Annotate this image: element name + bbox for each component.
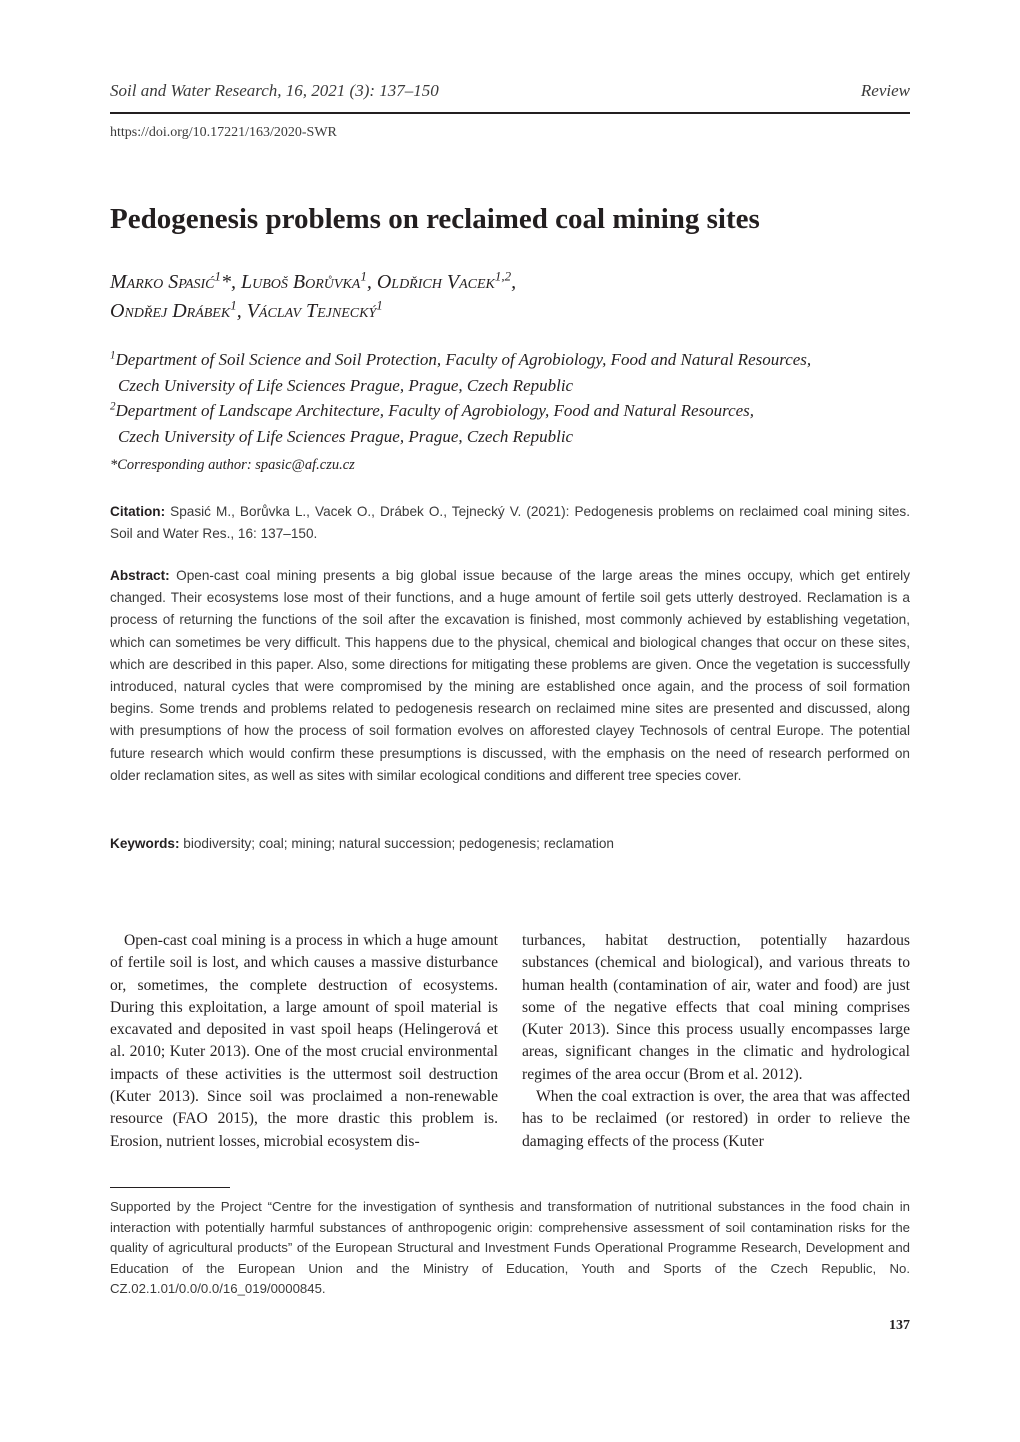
keywords-block (110, 833, 910, 855)
author-list (110, 268, 910, 326)
citation-text: Spasić M., Borůvka L., Vacek O., Drábek O., Tejnecký V. (2021): Pedogenesis problems on reclaimed coal mining sites. Soil and Water Res., 16: 137–150. (110, 504, 910, 541)
article-type-label: Review (860, 81, 910, 100)
author-name: Václav Tejnecký (246, 300, 377, 322)
affiliation-2 (110, 398, 910, 424)
author-line-1: Marko Spasić$^1$*, Luboš Borůvka$^1$, Oldřich Vacek$^{1,2}$, (110, 268, 517, 293)
footnote-divider (110, 1187, 230, 1188)
page-number: 137 (889, 1318, 910, 1333)
affiliation-2-line2: Czech University of Life Sciences Prague, Prague, Czech Republic (118, 426, 574, 446)
author-line-2: Ondřej Drábek$^1$, Václav Tejnecký$^1$ (110, 297, 383, 322)
body-column-left (110, 930, 498, 1153)
corresponding-mark: * (221, 271, 232, 293)
citation-block (110, 501, 910, 545)
author-affiliation-mark: 1 (230, 297, 237, 313)
keywords-text: biodiversity; coal; mining; natural succession; pedogenesis; reclamation (183, 836, 614, 851)
affiliation-text: Department of Soil Science and Soil Protection, Faculty of Agrobiology, Food and Natural Resources, (115, 350, 812, 369)
author-name: Marko Spasić (110, 271, 215, 293)
abstract-block (110, 565, 910, 787)
author-affiliation-mark: 1 (360, 268, 367, 284)
author-affiliation-mark: 1 (214, 268, 222, 284)
journal-header: Soil and Water Research, 16, 2021 (3): 137–150 (110, 81, 439, 100)
author-name: Ondřej Drábek (110, 300, 231, 322)
author-affiliation-mark: 1,2 (494, 268, 512, 284)
body-paragraph: Open-cast coal mining is a process in which a huge amount of fertile soil is lost, and which causes a massive disturbance or, sometimes, the complete destruction of ecosystems. During this exploitation, a large amount of spoil material is excavated and deposited in vast spoil heaps (Helingerová et al. 2010; Kuter 2013). One of the most crucial environmental impacts of these activities is the uttermost soil destruction (Kuter 2013). Since soil was proclaimed a non-renewable resource (FAO 2015), the more drastic this problem is. Erosion, nutrient losses, microbial ecosystem dis- (110, 932, 498, 1150)
affiliations (110, 347, 910, 449)
citation-label: Citation: (110, 504, 166, 519)
body-column-right (522, 930, 910, 1153)
author-affiliation-mark: 1 (376, 297, 383, 313)
corresponding-author: *Corresponding author: spasic@af.czu.cz (110, 457, 355, 473)
author-name: Oldřich Vacek (376, 271, 495, 293)
article-title: Pedogenesis problems on reclaimed coal mining sites (110, 203, 760, 235)
header-divider (110, 112, 910, 114)
doi-link[interactable]: https://doi.org/10.17221/163/2020-SWR (110, 125, 337, 140)
affiliation-1-line2: Czech University of Life Sciences Prague, Prague, Czech Republic (118, 375, 574, 395)
affiliation-number: 1 (110, 349, 116, 362)
funding-footnote: Supported by the Project “Centre for the investigation of synthesis and transformation of nutritional substances in the food chain in interaction with potentially harmful substances of anthropogenic origin: comprehensive assessment of soil contamination risks for the quality of agricultural products” of the European Structural and Investment Funds Operational Programme Research, Development and Education of the European Union and the Ministry of Education, Youth and Sports of the Czech Republic, No. CZ.02.1.01/0.0/0.0/16_019/0000845. (110, 1199, 910, 1296)
abstract-text: Open-cast coal mining presents a big global issue because of the large areas the mines occupy, which get entirely changed. Their ecosystems lose most of their functions, and a huge amount of fertile soil gets utterly destroyed. Reclamation is a process of returning the functions of the soil after the excavation is finished, most commonly achieved by establishing vegetation, which can sometimes be very difficult. This happens due to the physical, chemical and biological changes that occur on these sites, which are described in this paper. Also, some directions for mitigating these problems are given. Once the vegetation is successfully introduced, natural cycles that were compromised by the mining are established once again, and the process of soil formation begins. Some trends and problems related to pedogenesis research on reclaimed mine sites are presented and discussed, along with presumptions of how the process of soil formation evolves on afforested clayey Technosols of central Europe. The potential future research which would confirm these presumptions is discussed, with the emphasis on the need of research performed on older reclamation sites, as well as sites with similar ecological conditions and different tree species cover. (110, 568, 910, 783)
affiliation-1 (110, 347, 910, 373)
body-paragraph: turbances, habitat destruction, potentially hazardous substances (chemical and biological), and various threats to human health (contamination of air, water and food) are just some of the negative effects that coal mining comprises (Kuter 2013). Since this process usually encompasses large areas, significant changes in the climatic and hydrological regimes of the area occur (Brom et al. 2012). (522, 932, 910, 1083)
abstract-label: Abstract: (110, 568, 170, 583)
author-name: Luboš Borůvka (241, 271, 361, 293)
affiliation-number: 2 (110, 400, 116, 413)
body-paragraph: When the coal extraction is over, the area that was affected has to be reclaimed (or restored) in order to relieve the damaging effects of the process (Kuter (522, 1088, 910, 1150)
affiliation-text: Department of Landscape Architecture, Faculty of Agrobiology, Food and Natural Resources, (115, 401, 755, 420)
keywords-label: Keywords: (110, 836, 180, 851)
